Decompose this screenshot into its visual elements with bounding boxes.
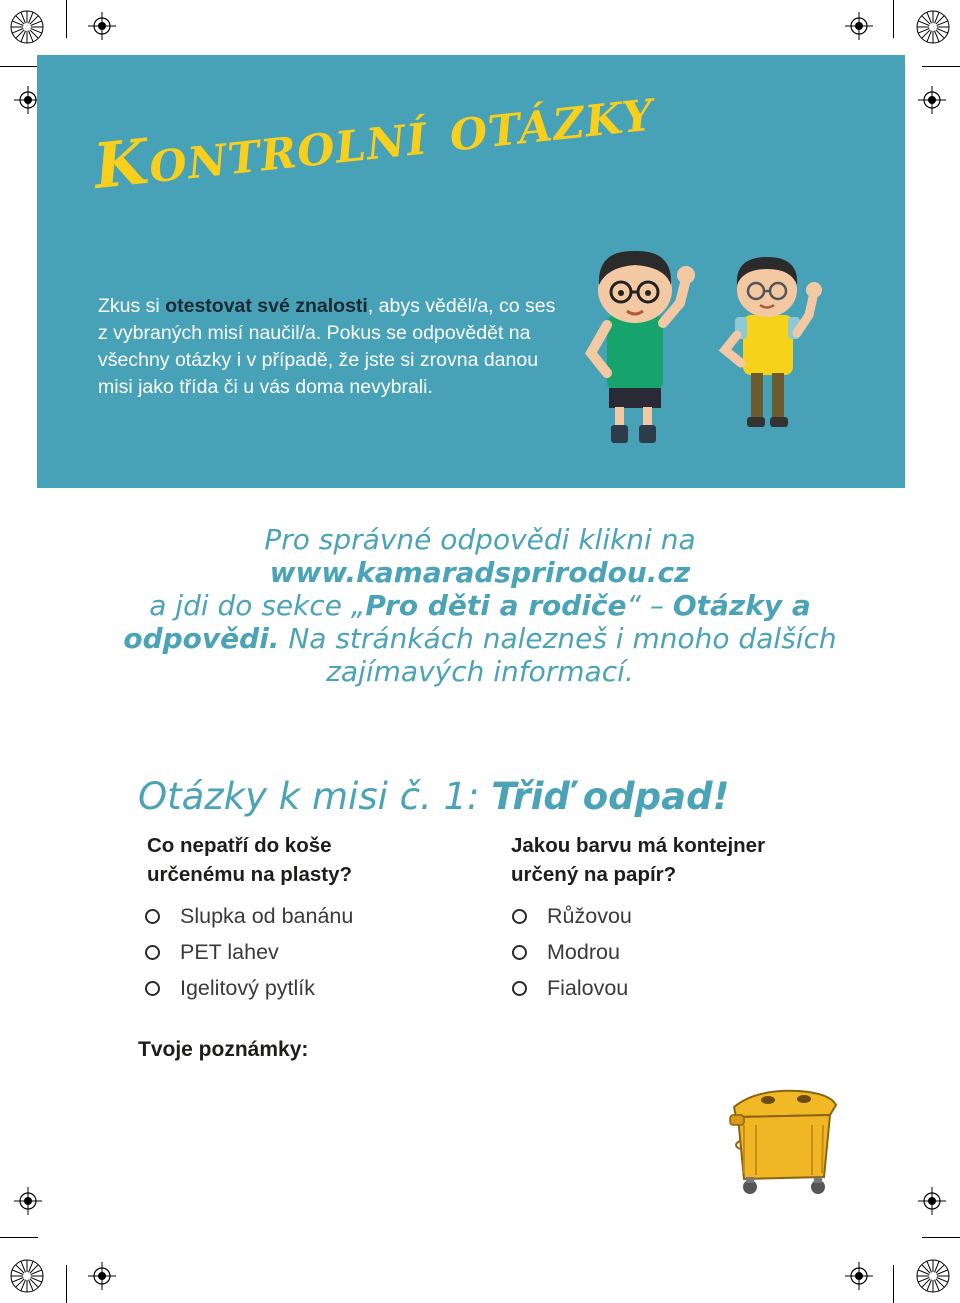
intro-highlight: otestovat své znalosti bbox=[165, 295, 368, 317]
registration-mark-icon bbox=[914, 8, 952, 46]
yellow-bin-icon bbox=[726, 1085, 841, 1197]
boy-yellow-vest bbox=[725, 257, 822, 427]
section-title: Otázky k misi č. 1: Třiď odpad! bbox=[138, 775, 730, 818]
crosshair-mark-icon bbox=[918, 1187, 946, 1215]
notes-label: Tvoje poznámky: bbox=[138, 1038, 309, 1061]
trim-line bbox=[922, 1237, 960, 1238]
radio-icon[interactable] bbox=[145, 981, 160, 996]
trim-line bbox=[66, 0, 67, 38]
crosshair-mark-icon bbox=[845, 12, 873, 40]
crosshair-mark-icon bbox=[845, 1262, 873, 1290]
radio-icon[interactable] bbox=[512, 945, 527, 960]
trim-line bbox=[66, 1265, 67, 1303]
registration-mark-icon bbox=[8, 8, 46, 46]
trim-line bbox=[0, 66, 38, 67]
website-link[interactable]: www.kamaradsprirodou.cz bbox=[269, 556, 691, 589]
trim-line bbox=[0, 1237, 38, 1238]
radio-icon[interactable] bbox=[145, 945, 160, 960]
info-text: Pro správné odpovědi klikni na www.kamaradsprirodou.cz a jdi do sekce „Pro děti a rodiče“ – Otázky a odpovědi. Na stránkách nalezneš i mnoho dalších zajímavých informací. bbox=[123, 523, 837, 688]
answer-option[interactable]: Slupka od banánu bbox=[145, 898, 353, 934]
crosshair-mark-icon bbox=[88, 1262, 116, 1290]
radio-icon[interactable] bbox=[145, 909, 160, 924]
page-title: Kontrolní otázky bbox=[90, 71, 657, 203]
children-illustration bbox=[585, 245, 835, 450]
radio-icon[interactable] bbox=[512, 981, 527, 996]
question-2-options bbox=[512, 898, 632, 1006]
question-1-options bbox=[145, 898, 353, 1006]
question-1-text: Co nepatří do koše určenému na plasty? bbox=[147, 834, 353, 886]
boy-green-shirt bbox=[591, 251, 695, 443]
intro-text: Zkus si otestovat své znalosti, abys věděl/a, co ses z vybraných misí naučil/a. Pokus se odpovědět na všechny otázky i v případě, že jste si zrovna danou misi jako třída či u vás doma nevybrali. bbox=[98, 295, 556, 398]
trim-line bbox=[893, 0, 894, 38]
answer-option[interactable]: Igelitový pytlík bbox=[145, 970, 353, 1006]
registration-mark-icon bbox=[914, 1257, 952, 1295]
registration-mark-icon bbox=[8, 1257, 46, 1295]
question-2-text: Jakou barvu má kontejner určený na papír? bbox=[511, 834, 766, 886]
answer-option[interactable]: Růžovou bbox=[512, 898, 632, 934]
trim-line bbox=[922, 66, 960, 67]
crosshair-mark-icon bbox=[88, 12, 116, 40]
trim-line bbox=[893, 1265, 894, 1303]
radio-icon[interactable] bbox=[512, 909, 527, 924]
answer-option[interactable]: Fialovou bbox=[512, 970, 632, 1006]
answer-option[interactable]: Modrou bbox=[512, 934, 632, 970]
crosshair-mark-icon bbox=[918, 86, 946, 114]
answer-option[interactable]: PET lahev bbox=[145, 934, 353, 970]
crosshair-mark-icon bbox=[14, 1187, 42, 1215]
